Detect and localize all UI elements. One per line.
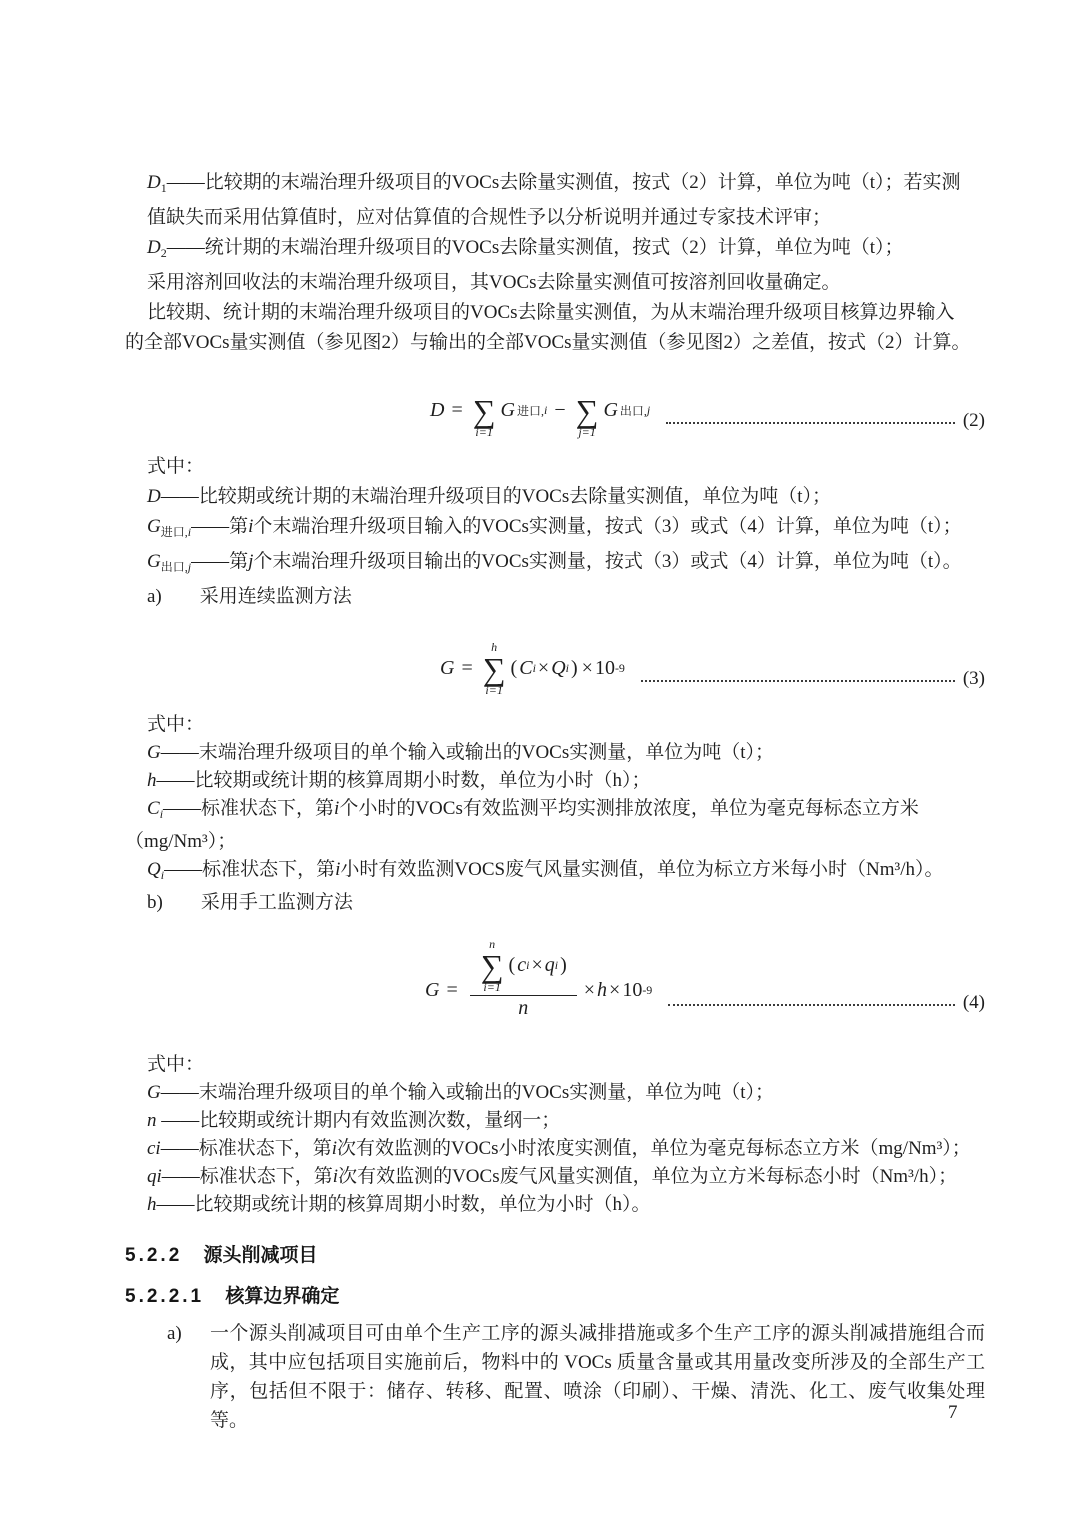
sigma-icon: ∑ [480,947,504,984]
text-line: qi——标准状态下，第i次有效监测的VOCs废气风量实测值，单位为立方米每标态小时（Nm³/h）； [147,1166,958,1187]
var-G-out: G [603,398,618,421]
section-title: 源头削减项目 [203,1245,318,1266]
times-sign: × [609,979,621,1002]
where-list-formula-4 [125,1051,985,1219]
text-line: 式中： [147,1054,205,1075]
sum-symbol: ∑ i=1 [472,392,496,439]
sum-symbol: ∑ j=1 [575,392,599,439]
text-line: $D_2——$统计期的末端治理升级项目的VOCs去除量实测值，按式（2）计算，单位为吨（t）； [147,237,904,260]
text-line: a) 采用连续监测方法 [147,586,352,607]
var-G: G [440,656,455,679]
text-line: 值缺失而采用估算值时，应对估算值的合规性予以分析说明并通过专家技术评审； [147,207,832,228]
section-title: 核算边界确定 [225,1286,340,1307]
text-line: D——比较期或统计期的末端治理升级项目的VOCs去除量实测值，单位为吨（t）； [147,486,832,507]
fraction-numerator: n ∑ i=1 ( c i × q i ) [480,936,567,994]
formula-3-equation: G = h ∑ i=1 ( C i × Q i ) × 10 -9 [440,639,625,697]
var-q: q [544,953,555,976]
equals-sign: = [461,656,473,679]
formula-4-equation: G = n ∑ i=1 ( c i × q i ) n × h × 10 -9 [425,936,653,1019]
times-sign: × [583,979,596,1002]
equation-number-3: (3) [962,668,985,689]
text-line: G——末端治理升级项目的单个输入或输出的VOCs实测量，单位为吨（t）； [147,742,775,763]
section-heading-5-2-2 [125,1240,318,1267]
var-c: c [517,953,527,976]
text-line: 式中： [147,714,205,735]
sum-symbol: h ∑ i=1 [482,639,506,697]
text-line: h——比较期或统计期的核算周期小时数，单位为小时（h）； [147,770,651,791]
dotted-leader [668,1004,955,1006]
fraction [470,938,577,1020]
list-item-label: a) [167,1323,182,1344]
text-line: 的全部VOCs量实测值（参见图2）与输出的全部VOCs量实测值（参见图2）之差值，按式（2）计算。 [125,332,971,353]
sum-symbol: n ∑ i=1 [480,936,504,994]
formula-3 [125,622,985,696]
text-line: $Q_i——$标准状态下，第i小时有效监测VOCS废气风量实测值，单位为标立方米每小时（Nm³/h）。 [147,859,944,882]
list-item-text: 一个源头削减项目可由单个生产工序的源头减排措施或多个生产工序的源头削减措施组合而成，其中应包括项目实施前后，物料中的 VOCs 质量含量或其用量改变所涉及的全部生产工序，包括但不限于：储存、转移、配置、喷涂（印刷）、干燥、清洗、化工、废气收集处理等。 [210,1323,985,1431]
text-line: 式中： [147,456,205,477]
page-number: 7 [948,1402,958,1423]
text-line: 比较期、统计期的末端治理升级项目的VOCs去除量实测值，为从末端治理升级项目核算边界输入 [147,302,955,323]
text-line: $D_1——$比较期的末端治理升级项目的VOCs去除量实测值，按式（2）计算，单位为吨（t）；若实测 [147,172,961,195]
intro-paragraph [125,168,985,358]
sigma-icon: ∑ [575,392,599,429]
times-sign: × [581,656,593,679]
equation-number-4: (4) [962,992,985,1013]
sigma-icon: ∑ [482,650,506,687]
formula-2-equation: D = ∑ i=1 G 进口, i − ∑ j=1 G 出口, j [430,383,650,438]
var-h: h [597,979,608,1002]
section-heading-5-2-2-1 [125,1281,339,1308]
text-line: $C_i——$标准状态下，第i个小时的VOCs有效监测平均实测排放浓度，单位为毫克每标态立方米 [147,798,919,821]
formula-4 [125,928,985,1020]
text-line: $G_{进口,i}——$第i个末端治理升级项目输入的VOCs实测量，按式（3）或式（4）计算，单位为吨（t）； [147,516,962,539]
where-list-formula-2 [125,452,985,612]
minus-sign: − [554,398,566,421]
times-sign: × [537,656,550,679]
text-line: b) 采用手工监测方法 [147,892,353,913]
text-line: 采用溶剂回收法的末端治理升级项目，其VOCs去除量实测值可按溶剂回收量确定。 [147,272,841,293]
formula-2 [125,368,985,438]
text-line: ci——标准状态下，第i次有效监测的VOCs小时浓度实测值，单位为毫克每标态立方米（mg/Nm³）； [147,1138,971,1159]
dotted-leader [666,422,955,424]
dotted-leader [641,680,955,682]
text-line: $G_{出口,j}——$第j个末端治理升级项目输出的VOCs实测量，按式（3）或式（4）计算，单位为吨（t）。 [147,551,962,574]
section-number: 5.2.2 [125,1245,183,1266]
text-line: G——末端治理升级项目的单个输入或输出的VOCs实测量，单位为吨（t）； [147,1082,775,1103]
var-C: C [519,656,533,679]
var-Q: Q [551,656,566,679]
list-item-a [167,1319,985,1435]
var-D: D [430,398,445,421]
fraction-denominator: n [470,995,577,1020]
equals-sign: = [446,979,458,1002]
text-line: h——比较期或统计期的核算周期小时数，单位为小时（h）。 [147,1194,651,1215]
equals-sign: = [451,398,463,421]
where-list-formula-3 [125,711,985,917]
section-number: 5.2.2.1 [125,1286,205,1307]
text-line: （mg/Nm³）； [125,831,237,852]
times-sign: × [531,953,543,976]
text-line: n ——比较期或统计期内有效监测次数，量纲一； [147,1110,561,1131]
equation-number-2: (2) [962,410,985,431]
sigma-icon: ∑ [472,392,496,429]
var-G-in: G [500,398,515,421]
var-G: G [425,979,440,1002]
